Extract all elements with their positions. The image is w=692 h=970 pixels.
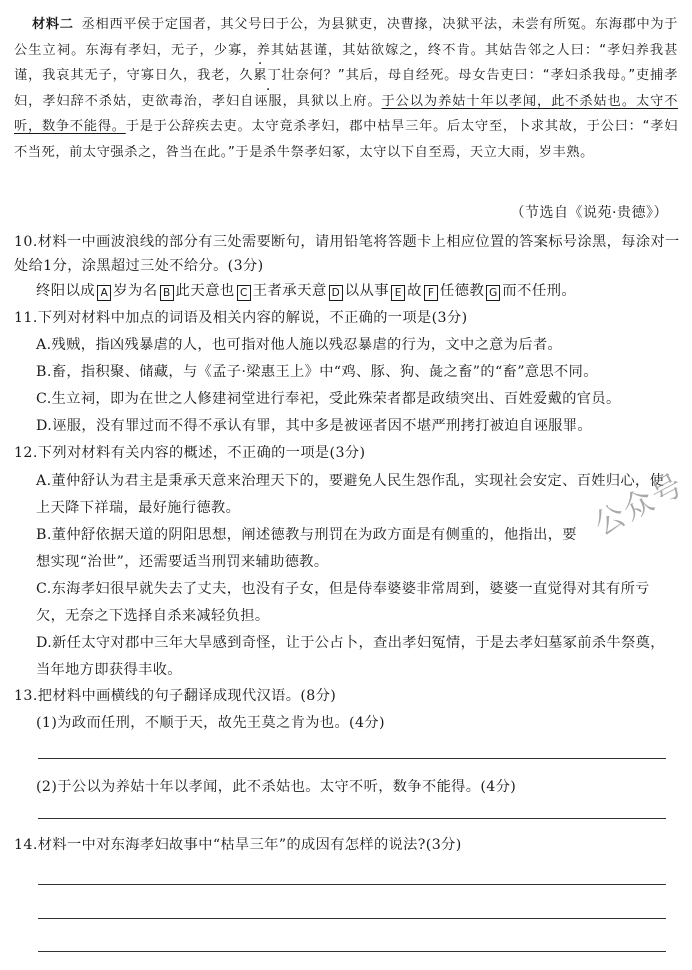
question-10-stem: 10.材料一中画波浪线的部分有三处需要断句，请用铅笔将答题卡上相应位置的答案标号涂黑，每涂对一处给1分，涂黑超过三处不给分。(3分) [14, 234, 680, 274]
question-12-option-d: D.新任太守对郡中三年大旱感到奇怪，让于公占卜，查出孝妇冤情，于是去孝妇墓冢前杀牛祭奠，当年地方即获得丰收。 [36, 635, 665, 678]
question-11-stem: 11.下列对材料中加点的词语及相关内容的解说，不正确的一项是(3分) [14, 310, 468, 326]
material-label: 材料二 [32, 17, 74, 32]
segment-d: 以从事 [344, 283, 390, 299]
mark-box-b[interactable]: B [160, 285, 174, 301]
segment-g: 而不任刑。 [502, 283, 577, 299]
dotted-word-lei: 累 [253, 68, 268, 84]
question-11-option-b: B.畜，指积聚、储藏，与《孟子·梁惠王上》中“鸡、豚、狗、彘之畜”的“畜”意思不同。 [36, 364, 598, 380]
dotted-word-wufu: 诬服 [254, 93, 283, 109]
question-13-sub-2: (2)于公以为养姑十年以孝闻，此不杀姑也。太守不听，数争不能得。(4分) [36, 779, 517, 795]
material-two-passage [14, 12, 678, 166]
question-13-stem: 13.把材料中画横线的句子翻译成现代汉语。(8分) [14, 688, 337, 704]
mark-box-c[interactable]: C [237, 285, 251, 301]
answer-line-14-3[interactable] [38, 951, 666, 952]
mark-box-d[interactable]: D [329, 285, 343, 301]
segment-f: 任德教 [439, 283, 485, 299]
mark-box-e[interactable]: E [391, 285, 405, 301]
passage-text-c: ，具狱以上府。 [282, 93, 382, 109]
question-14-stem: 14.材料一中对东海孝妇故事中“枯旱三年”的成因有怎样的说法?(3分) [14, 837, 462, 853]
answer-line-13-2[interactable] [38, 818, 666, 819]
question-12-option-a: A.董仲舒认为君主是秉承天意来治理天下的，要避免人民生怨作乱，实现社会安定、百姓归心，使上天降下祥瑞，最好施行德教。 [36, 473, 665, 516]
answer-line-14-2[interactable] [38, 918, 666, 919]
watermark: 公众号 [588, 466, 690, 543]
question-12-option-c: C.东海孝妇很早就失去了丈夫，也没有子女，但是侍奉婆婆非常周到，婆婆一直觉得对其有所亏欠，无奈之下选择自杀来减轻负担。 [36, 581, 650, 624]
question-11-option-c: C.生立祠，即为在世之人修建祠堂进行奉祀，受此殊荣者都是政绩突出、百姓爱戴的官员。 [36, 391, 621, 407]
passage-text-b: 丁壮奈何？”其后，母自经死。母女告吏曰：“孝妇杀我母。”吏捕孝妇，孝妇辞不杀姑，吏欲毒治，孝妇自 [14, 68, 679, 109]
segment-b: 此天意也 [175, 283, 235, 299]
passage-text-d: 于是于公辞疾去吏。太守竟杀孝妇，郡中枯旱三年。后太守至，卜求其故，于公曰：“孝妇不当死，前太守强杀之，咎当在此。”于是杀牛祭孝妇冢，太守以下自至焉，天立大雨，岁丰熟。 [14, 119, 678, 160]
question-12-option-b: B.董仲舒依据天道的阴阳思想，阐述德教与刑罚在为政方面是有侧重的，他指出，要想实现“治世”，还需要适当刑罚来辅助德教。 [36, 527, 577, 570]
segment-lead: 终阳以成 [36, 283, 96, 299]
question-11-option-a: A.残贼，指凶残暴虐的人，也可指对他人施以残忍暴虐的行为，文中之意为后者。 [36, 337, 563, 353]
underlined-sentence: 于公以为养姑十年以孝闻，此不杀姑也。太守不听，数争不能得。 [14, 93, 679, 135]
question-13-sub-1: (1)为政而任刑，不顺于天，故先王莫之肯为也。(4分) [36, 715, 385, 731]
segment-a: 岁为名 [113, 283, 158, 299]
mark-box-g[interactable]: G [486, 285, 500, 301]
mark-box-a[interactable]: A [97, 285, 111, 301]
passage-text-a: 丞相西平侯于定国者，其父号曰于公，为县狱吏，决曹掾，决狱平法，未尝有所冤。东海郡中为于公生立祠。东海有孝妇，无子，少寡，养其姑甚谨，其姑欲嫁之，终不肯。其姑告邻之人曰：“孝妇养我甚谨，我哀其无子，守寡日久，我老，久 [14, 17, 678, 84]
question-12-stem: 12.下列对材料有关内容的概述，不正确的一项是(3分) [14, 445, 366, 461]
segment-c: 王者承天意 [252, 283, 327, 299]
segment-e: 故 [407, 283, 422, 299]
mark-box-f[interactable]: F [424, 285, 438, 301]
passage-source: （节选自《说苑·贵德》） [510, 205, 668, 221]
question-11-option-d: D.诬服，没有罪过而不得不承认有罪，其中多是被诬者因不堪严刑拷打被迫自诬服罪。 [36, 418, 592, 434]
answer-line-13-1[interactable] [38, 758, 666, 759]
question-10-segments [36, 279, 676, 303]
answer-line-14-1[interactable] [38, 884, 666, 885]
